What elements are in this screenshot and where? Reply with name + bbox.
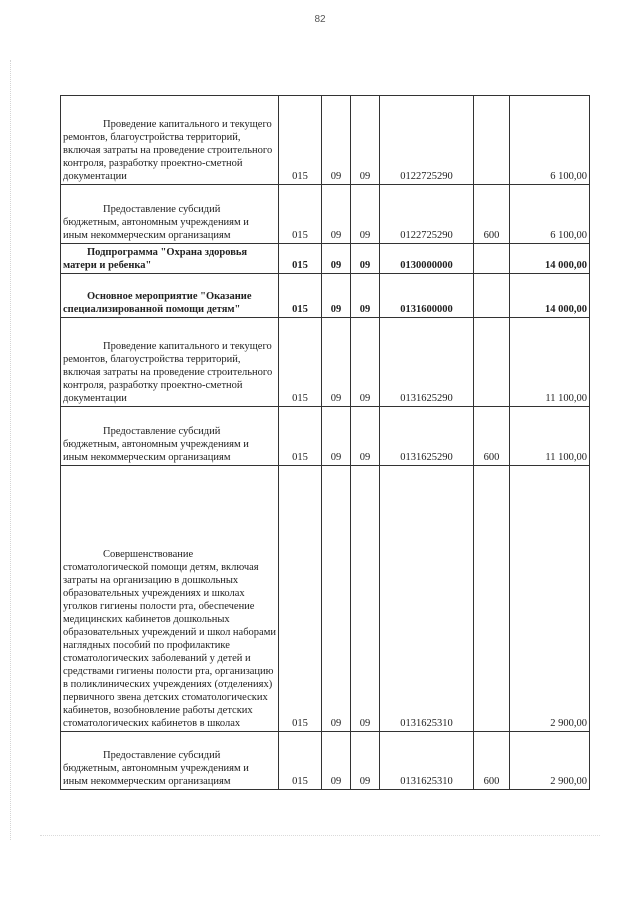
row-expense-type — [474, 244, 510, 274]
scan-bottom-dots — [40, 835, 600, 837]
row-name: Предоставление субсидий бюджетным, автономным учреждениям и иным некоммерческим организациям — [61, 407, 279, 466]
table-row — [61, 244, 590, 274]
table-row — [61, 274, 590, 318]
row-expense-type — [474, 318, 510, 407]
row-code-section: 09 — [322, 407, 351, 466]
table-row — [61, 466, 590, 732]
row-target-article: 0131625290 — [380, 318, 474, 407]
row-code-section: 09 — [322, 185, 351, 244]
row-code-subsection: 09 — [351, 185, 380, 244]
budget-table — [60, 95, 590, 790]
row-name: Предоставление субсидий бюджетным, автономным учреждениям и иным некоммерческим организациям — [61, 185, 279, 244]
row-target-article: 0130000000 — [380, 244, 474, 274]
row-code-section: 09 — [322, 244, 351, 274]
row-code-department: 015 — [279, 274, 322, 318]
row-code-subsection: 09 — [351, 407, 380, 466]
row-code-section: 09 — [322, 318, 351, 407]
row-amount: 2 900,00 — [510, 732, 590, 790]
row-code-subsection: 09 — [351, 466, 380, 732]
row-amount: 6 100,00 — [510, 96, 590, 185]
row-code-department: 015 — [279, 96, 322, 185]
row-name: Проведение капитального и текущего ремонтов, благоустройства территорий, включая затраты на проведение строительного контроля, разработку проектно-сметной документации — [61, 318, 279, 407]
table-row — [61, 732, 590, 790]
row-amount: 14 000,00 — [510, 274, 590, 318]
row-code-department: 015 — [279, 185, 322, 244]
row-code-department: 015 — [279, 318, 322, 407]
row-amount: 11 100,00 — [510, 318, 590, 407]
table-row — [61, 96, 590, 185]
row-code-subsection: 09 — [351, 274, 380, 318]
row-code-section: 09 — [322, 274, 351, 318]
row-code-section: 09 — [322, 732, 351, 790]
row-target-article: 0131600000 — [380, 274, 474, 318]
row-target-article: 0131625310 — [380, 732, 474, 790]
row-code-subsection: 09 — [351, 732, 380, 790]
row-name: Совершенствование стоматологической помощи детям, включая затраты на организацию в дошкольных образовательных учреждениях и школах уголков гигиены полости рта, обеспечение медицинских кабинетов дошкольных образовательных учреждений и школ наборами наглядных пособий по профилактике стоматологических заболеваний у детей и средствами гигиены полости рта, организацию в поликлинических учреждениях (отделениях) первичного звена детских стоматологических кабинетов, возобновление работы детских стоматологических кабинетов в школах — [61, 466, 279, 732]
row-amount: 11 100,00 — [510, 407, 590, 466]
row-expense-type — [474, 274, 510, 318]
row-code-subsection: 09 — [351, 244, 380, 274]
scan-edge-dots — [10, 60, 12, 840]
row-code-subsection: 09 — [351, 318, 380, 407]
row-code-section: 09 — [322, 466, 351, 732]
row-code-department: 015 — [279, 732, 322, 790]
row-expense-type — [474, 96, 510, 185]
row-code-department: 015 — [279, 244, 322, 274]
row-expense-type: 600 — [474, 407, 510, 466]
row-code-section: 09 — [322, 96, 351, 185]
row-name: Проведение капитального и текущего ремонтов, благоустройства территорий, включая затраты на проведение строительного контроля, разработку проектно-сметной документации — [61, 96, 279, 185]
row-target-article: 0122725290 — [380, 185, 474, 244]
row-expense-type: 600 — [474, 732, 510, 790]
row-name: Предоставление субсидий бюджетным, автономным учреждениям и иным некоммерческим организациям — [61, 732, 279, 790]
page-number: 82 — [314, 14, 326, 25]
row-expense-type — [474, 466, 510, 732]
row-code-department: 015 — [279, 466, 322, 732]
row-target-article: 0131625310 — [380, 466, 474, 732]
table-row — [61, 318, 590, 407]
row-expense-type: 600 — [474, 185, 510, 244]
row-target-article: 0122725290 — [380, 96, 474, 185]
row-amount: 2 900,00 — [510, 466, 590, 732]
table-row — [61, 407, 590, 466]
row-code-department: 015 — [279, 407, 322, 466]
row-name: Основное мероприятие "Оказание специализированной помощи детям" — [61, 274, 279, 318]
table-row — [61, 185, 590, 244]
row-amount: 6 100,00 — [510, 185, 590, 244]
row-amount: 14 000,00 — [510, 244, 590, 274]
row-name: Подпрограмма "Охрана здоровья матери и ребенка" — [61, 244, 279, 274]
row-code-subsection: 09 — [351, 96, 380, 185]
row-target-article: 0131625290 — [380, 407, 474, 466]
